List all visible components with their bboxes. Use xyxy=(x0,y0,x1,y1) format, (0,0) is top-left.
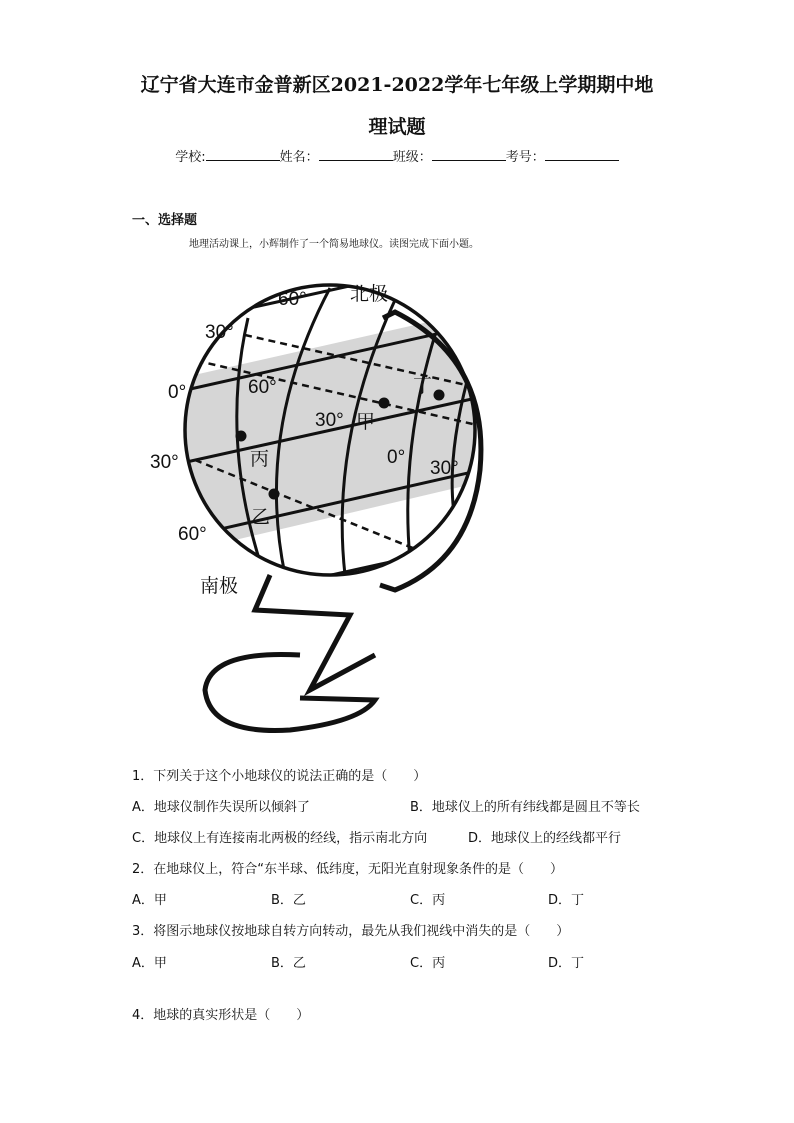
question-2-stem: 2．在地球仪上，符合“东半球、低纬度，无阳光直射现象条件的是（ ） xyxy=(132,862,564,877)
point-label-yi: 乙 xyxy=(251,507,271,528)
lat-60n xyxy=(150,270,490,330)
name-blank[interactable] xyxy=(319,148,393,161)
question-2-option-b[interactable]: B．乙 xyxy=(271,893,306,908)
school-label: 学校: xyxy=(175,150,206,165)
class-label: 班级： xyxy=(392,150,432,165)
inner-label-30: 30° xyxy=(315,410,344,431)
question-1-option-c[interactable]: C．地球仪上有连接南北两极的经线，指示南北方向 xyxy=(132,831,428,846)
lat-label-30s: 30° xyxy=(150,452,179,473)
question-4-stem: 4．地球的真实形状是（ ） xyxy=(132,1008,310,1023)
question-1-stem: 1．下列关于这个小地球仪的说法正确的是（ ） xyxy=(132,769,427,784)
question-1-option-b[interactable]: B．地球仪上的所有纬线都是圆且不等长 xyxy=(410,800,640,815)
number-blank[interactable] xyxy=(545,148,619,161)
point-jia xyxy=(379,398,390,409)
section-intro: 地理活动课上，小辉制作了一个简易地球仪。读图完成下面小题。 xyxy=(189,239,479,250)
lat-label-60n: 60° xyxy=(278,289,307,310)
question-3-option-a[interactable]: A．甲 xyxy=(132,956,167,971)
question-2-option-c[interactable]: C．丙 xyxy=(410,893,446,908)
lat-label-30n: 30° xyxy=(205,322,234,343)
exam-title-line2: 理试题 xyxy=(368,116,426,138)
stand-base xyxy=(205,654,375,730)
point-bing xyxy=(236,431,247,442)
question-3-stem: 3．将图示地球仪按地球自转方向转动，最先从我们视线中消失的是（ ） xyxy=(132,924,570,939)
point-yi xyxy=(269,489,280,500)
section-title: 一、选择题 xyxy=(132,213,198,228)
question-2-option-a[interactable]: A．甲 xyxy=(132,893,167,908)
question-1-option-a[interactable]: A．地球仪制作失误所以倾斜了 xyxy=(132,800,310,815)
stand-neck xyxy=(255,575,375,690)
inner-label-0: 0° xyxy=(387,447,406,468)
student-info-line xyxy=(0,146,794,165)
question-3-option-b[interactable]: B．乙 xyxy=(271,956,306,971)
exam-title-line1: 辽宁省大连市金普新区2021-2022学年七年级上学期期中地 xyxy=(140,74,654,96)
north-pole-label: 北极 xyxy=(350,284,389,305)
lat-label-0: 0° xyxy=(168,382,187,403)
question-3-option-d[interactable]: D．丁 xyxy=(548,956,585,971)
south-pole-label: 南极 xyxy=(200,576,239,597)
point-ding xyxy=(434,390,445,401)
number-label: 考号： xyxy=(505,150,545,165)
inner-label-60: 60° xyxy=(248,377,277,398)
class-blank[interactable] xyxy=(432,148,506,161)
school-blank[interactable] xyxy=(206,148,280,161)
question-3-option-c[interactable]: C．丙 xyxy=(410,956,446,971)
name-label: 姓名： xyxy=(279,150,319,165)
question-2-option-d[interactable]: D．丁 xyxy=(548,893,585,908)
inner-label-30-right: 30° xyxy=(430,458,459,479)
point-label-ding: 丁 xyxy=(413,376,433,397)
lat-label-60s: 60° xyxy=(178,524,207,545)
question-1-option-d[interactable]: D．地球仪上的经线都平行 xyxy=(468,831,622,846)
point-label-bing: 丙 xyxy=(250,449,270,470)
globe-figure xyxy=(130,270,490,740)
point-label-jia: 甲 xyxy=(356,412,376,433)
